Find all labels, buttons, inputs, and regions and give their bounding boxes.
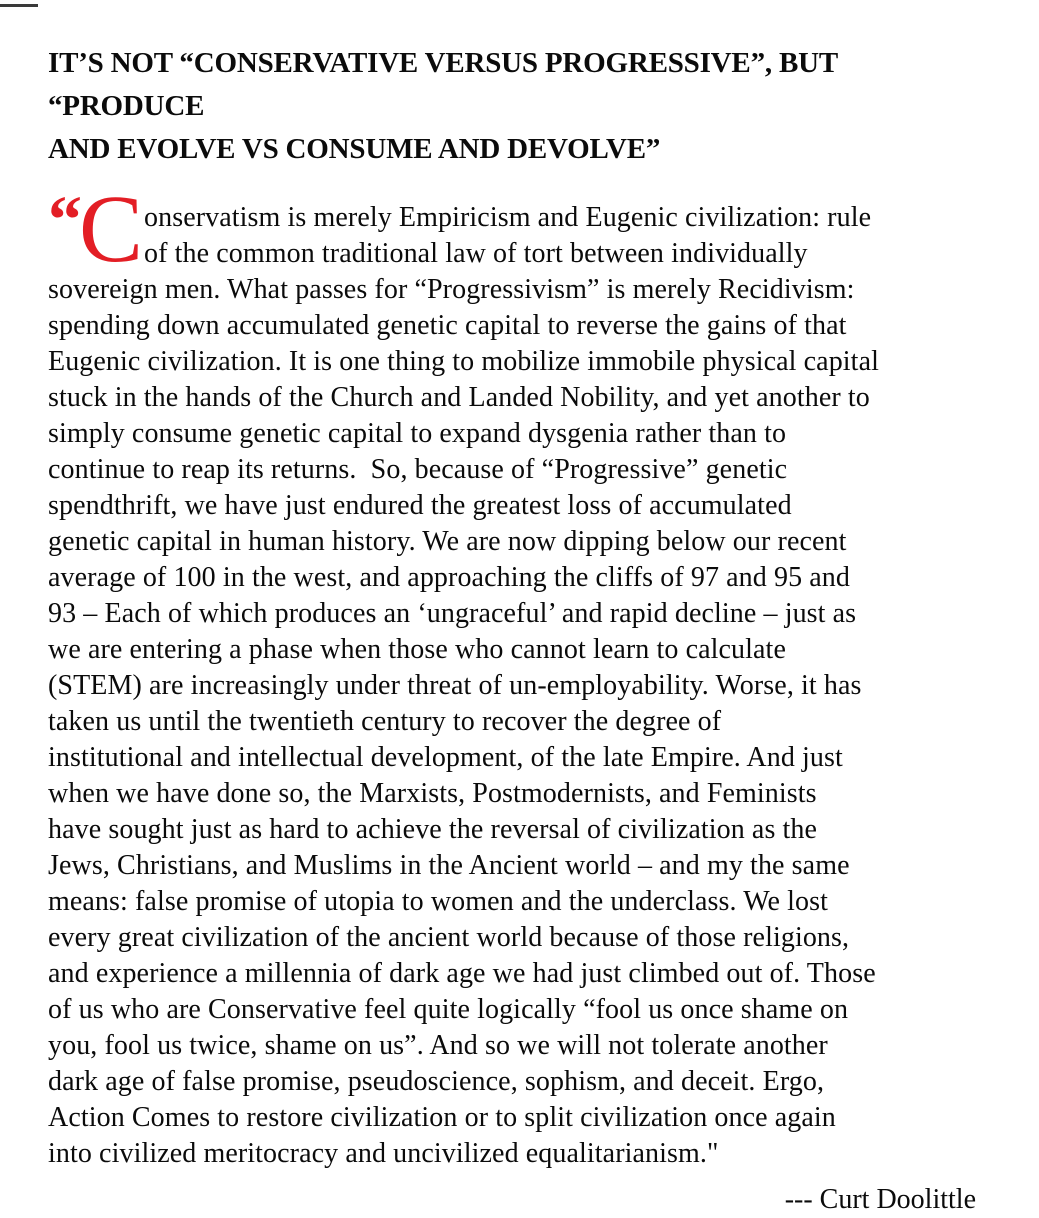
body-line: when we have done so, the Marxists, Postmodernists, and Feminists: [48, 778, 817, 809]
body-line: institutional and intellectual development, of the late Empire. And just: [48, 742, 843, 773]
body-line: every great civilization of the ancient world because of those religions,: [48, 922, 850, 953]
body-line: onservatism is merely Empiricism and Eugenic civilization: rule: [144, 202, 872, 233]
body-line: continue to reap its returns. So, because of “Progressive” genetic: [48, 454, 788, 485]
body-line: average of 100 in the west, and approaching the cliffs of 97 and 95 and: [48, 562, 850, 593]
body-line: of the common traditional law of tort between individually: [144, 238, 808, 269]
page-title: [48, 42, 990, 171]
opening-quote-mark: “: [48, 181, 83, 257]
body-line: means: false promise of utopia to women and the underclass. We lost: [48, 886, 828, 917]
title-line: AND EVOLVE VS CONSUME AND DEVOLVE”: [48, 133, 661, 165]
body-line: taken us until the twentieth century to recover the degree of: [48, 706, 722, 737]
body-line: of us who are Conservative feel quite logically “fool us once shame on: [48, 994, 849, 1025]
body-line: 93 – Each of which produces an ‘ungraceful’ and rapid decline – just as: [48, 598, 857, 629]
attribution: --- Curt Doolittle: [784, 1184, 976, 1215]
body-line: Action Comes to restore civilization or to split civilization once again: [48, 1102, 836, 1133]
scan-artifact-mark: [0, 4, 38, 7]
body-line: stuck in the hands of the Church and Landed Nobility, and yet another to: [48, 382, 870, 413]
body-line: you, fool us twice, shame on us”. And so we will not tolerate another: [48, 1030, 828, 1061]
body-line: genetic capital in human history. We are now dipping below our recent: [48, 526, 847, 557]
body-line: and experience a millennia of dark age we had just climbed out of. Those: [48, 958, 876, 989]
document: [48, 42, 990, 1218]
drop-cap: [48, 175, 144, 282]
body-line: Eugenic civilization. It is one thing to mobilize immobile physical capital: [48, 346, 879, 377]
quote-paragraph: [48, 175, 990, 1172]
drop-cap-letter: C: [79, 175, 144, 282]
body-line: have sought just as hard to achieve the reversal of civilization as the: [48, 814, 818, 845]
body-line: (STEM) are increasingly under threat of un-employability. Worse, it has: [48, 670, 862, 701]
body-line: spending down accumulated genetic capital to reverse the gains of that: [48, 310, 847, 341]
body-line: sovereign men. What passes for “Progressivism” is merely Recidivism:: [48, 274, 855, 305]
title-line: IT’S NOT “CONSERVATIVE VERSUS PROGRESSIVE”, BUT “PRODUCE: [48, 47, 845, 122]
body-line: Jews, Christians, and Muslims in the Ancient world – and my the same: [48, 850, 850, 881]
body-line: dark age of false promise, pseudoscience, sophism, and deceit. Ergo,: [48, 1066, 825, 1097]
body-line: simply consume genetic capital to expand dysgenia rather than to: [48, 418, 787, 449]
body-line: we are entering a phase when those who cannot learn to calculate: [48, 634, 786, 665]
body-line: into civilized meritocracy and uncivilized equalitarianism.": [48, 1138, 719, 1169]
body-line: spendthrift, we have just endured the greatest loss of accumulated: [48, 490, 792, 521]
